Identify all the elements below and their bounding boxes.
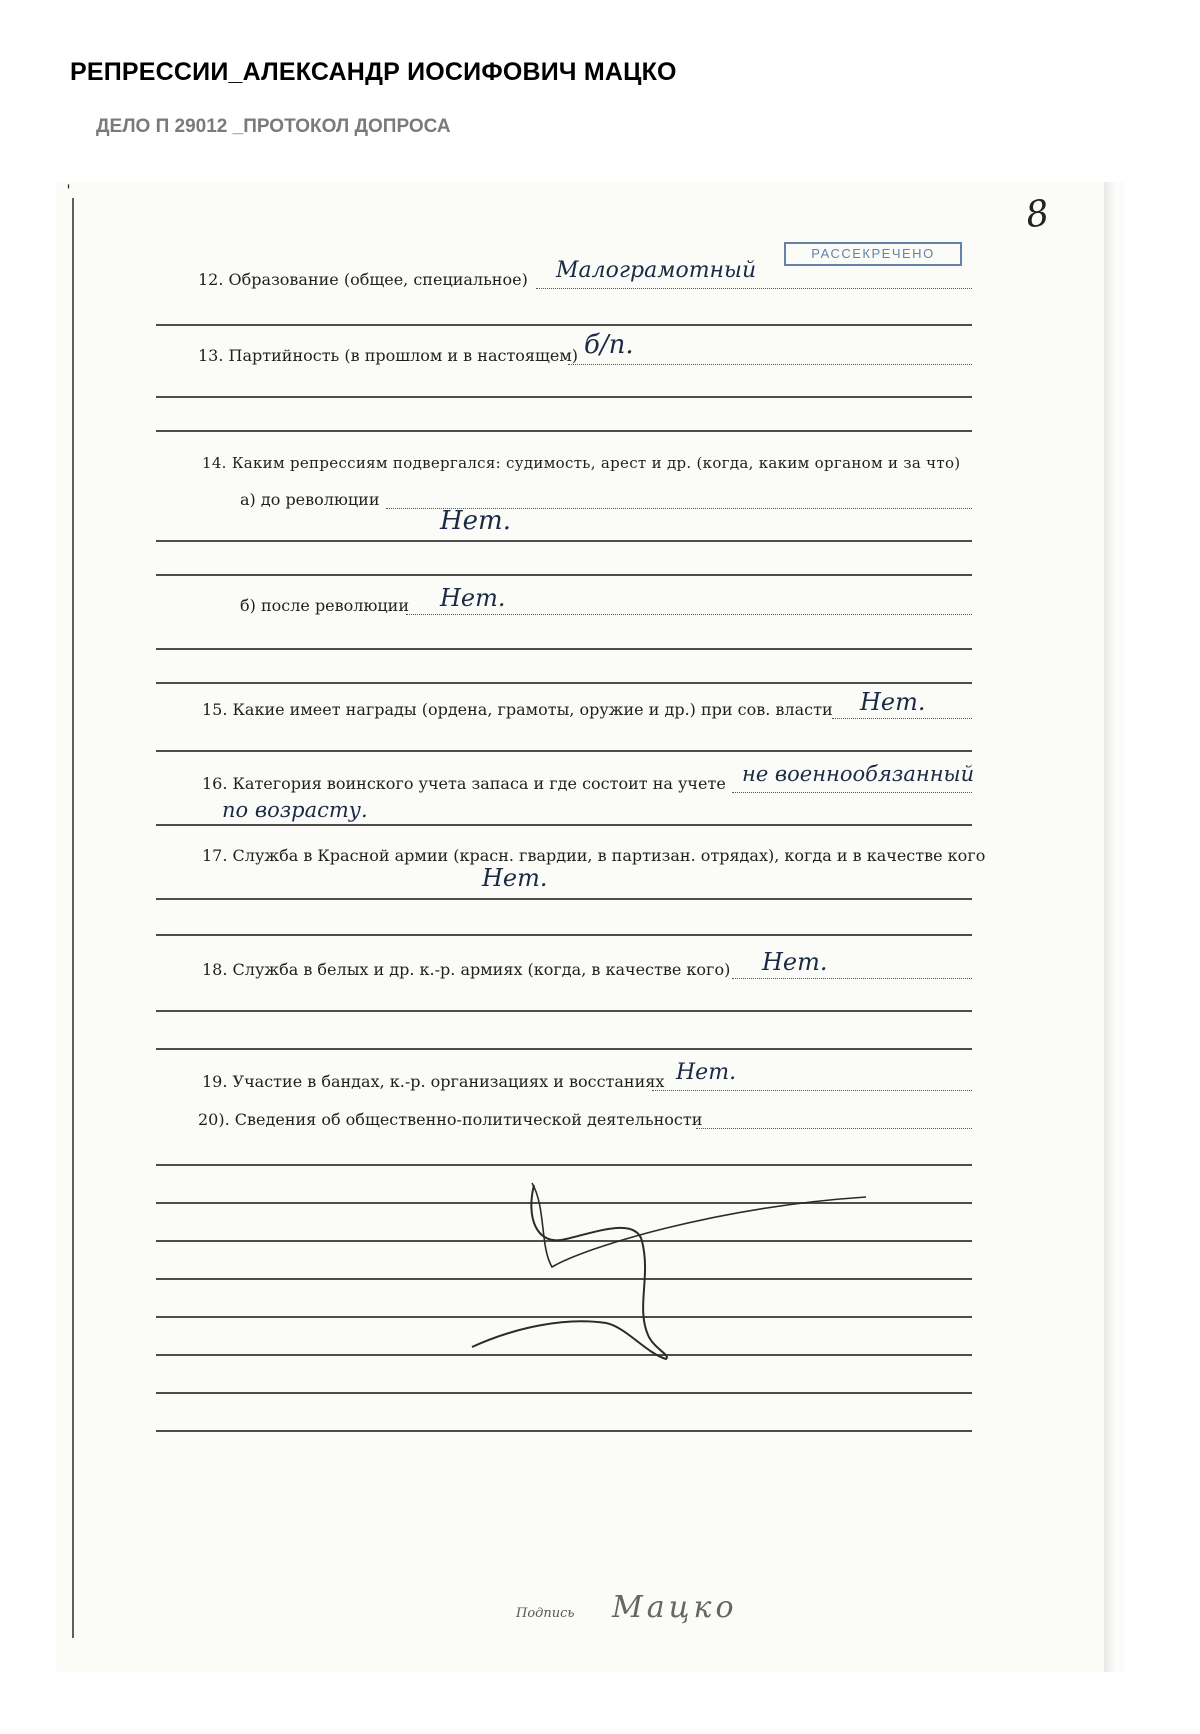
q14b-answer-line (406, 614, 972, 615)
q18-answer: Нет. (762, 948, 828, 976)
ruled-line (156, 396, 972, 398)
signature-name: Мацко (612, 1590, 738, 1625)
ruled-line (156, 1164, 972, 1166)
q16-answer-line2: по возрасту. (222, 798, 368, 822)
signature-label: Подпись (516, 1606, 575, 1621)
q20-answer-line (696, 1128, 972, 1129)
sheet-left-border (72, 198, 74, 1638)
q12-answer-line (536, 288, 972, 289)
q14-label: 14. Каким репрессиям подвергался: судимость, арест и др. (когда, каким органом и за что) (202, 454, 961, 472)
ruled-line (156, 1392, 972, 1394)
ruled-line (156, 1010, 972, 1012)
ruled-line (156, 750, 972, 752)
q16-answer-line1: не военнообязанный (742, 762, 975, 786)
q18-label: 18. Служба в белых и др. к.-р. армиях (когда, в качестве кого) (202, 960, 731, 979)
q13-answer: б/п. (584, 330, 634, 360)
q12-answer: Малограмотный (556, 258, 757, 283)
ruled-line (156, 682, 972, 684)
ruled-line (156, 648, 972, 650)
q13-label: 13. Партийность (в прошлом и в настоящем) (198, 346, 579, 365)
page-title: РЕПРЕССИИ_АЛЕКСАНДР ИОСИФОВИЧ МАЦКО (70, 58, 677, 86)
ruled-line (156, 824, 972, 826)
page-number: 8 (1023, 192, 1052, 237)
q17-label: 17. Служба в Красной армии (красн. гвардии, в партизан. отрядах), когда и в качестве кого (202, 846, 986, 865)
ruled-line (156, 430, 972, 432)
ruled-line (156, 898, 972, 900)
ruled-line (156, 574, 972, 576)
document-sheet (56, 182, 1124, 1672)
q18-answer-line (732, 978, 972, 979)
ruled-line (156, 1430, 972, 1432)
ruled-line (156, 540, 972, 542)
q15-label: 15. Какие имеет награды (ордена, грамоты, оружие и др.) при сов. власти (202, 700, 833, 719)
q14a-label: а) до революции (240, 490, 380, 509)
signature-scribble (456, 1177, 876, 1377)
declassified-stamp: РАССЕКРЕЧЕНО (784, 242, 962, 266)
q14b-label: б) после революции (240, 596, 409, 615)
q12-label: 12. Образование (общее, специальное) (198, 270, 528, 289)
q15-answer-line (832, 718, 972, 719)
q13-answer-line (568, 364, 972, 365)
q19-label: 19. Участие в бандах, к.-р. организациях и восстаниях (202, 1072, 665, 1091)
q16-answer-line (732, 792, 972, 793)
q14a-answer: Нет. (440, 506, 511, 536)
q15-answer: Нет. (860, 688, 926, 716)
ruled-line (156, 934, 972, 936)
sheet-right-shadow (1104, 182, 1118, 1672)
corner-mark: ˈ (66, 182, 71, 203)
q19-answer-line (652, 1090, 972, 1091)
q20-label: 20). Сведения об общественно-политической деятельности (198, 1110, 703, 1129)
ruled-line (156, 1048, 972, 1050)
q19-answer: Нет. (676, 1060, 737, 1085)
page-subtitle: ДЕЛО П 29012 _ПРОТОКОЛ ДОПРОСА (96, 116, 451, 137)
q17-answer: Нет. (482, 864, 548, 892)
ruled-line (156, 324, 972, 326)
q16-label: 16. Категория воинского учета запаса и где состоит на учете (202, 774, 726, 793)
q14b-answer: Нет. (440, 584, 506, 612)
